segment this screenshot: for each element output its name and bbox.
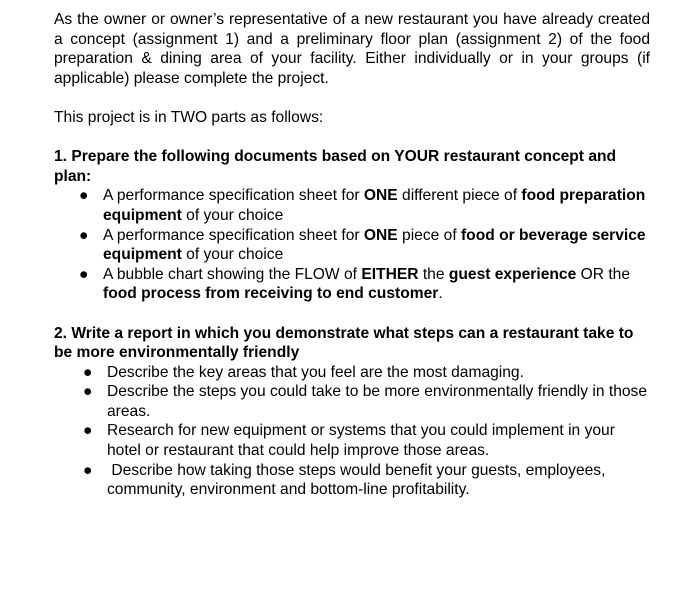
item-text: the [418, 265, 449, 283]
part1-list [54, 186, 650, 304]
bullet-icon: ● [83, 422, 93, 440]
item-text: Describe the steps you could take to be more environmentally friendly in those areas. [107, 383, 648, 420]
list-item [54, 186, 650, 225]
list-item [54, 382, 650, 421]
bullet-icon: ● [79, 226, 89, 244]
bullet-icon: ● [83, 461, 93, 479]
list-item [54, 363, 650, 383]
item-text: Describe the key areas that you feel are the most damaging. [107, 363, 524, 381]
item-text: of your choice [181, 246, 284, 264]
bullet-icon: ● [83, 383, 93, 401]
list-item [54, 265, 650, 304]
item-text: A performance specification sheet for [103, 187, 364, 205]
list-item [54, 421, 650, 460]
spacer [54, 88, 650, 108]
part2-heading: 2. Write a report in which you demonstrate what steps can a restaurant take to be more environmentally friendly [54, 324, 634, 362]
bullet-icon: ● [79, 265, 89, 283]
item-emphasis: EITHER [361, 265, 419, 283]
item-emphasis: food or beverage service equipment [103, 226, 646, 264]
item-text: of your choice [181, 206, 284, 224]
spacer [54, 128, 650, 148]
item-text: Describe how taking those steps would benefit your guests, employees, community, environment and bottom-line profitability. [107, 461, 610, 499]
part1-heading: 1. Prepare the following documents based on YOUR restaurant concept and plan: [54, 148, 617, 185]
item-emphasis: guest experience [448, 265, 577, 283]
spacer [54, 304, 650, 324]
item-emphasis: food process from receiving to end customer [103, 285, 439, 303]
parts-intro: This project is in TWO parts as follows: [54, 108, 324, 126]
bullet-icon: ● [79, 187, 89, 205]
list-item [54, 226, 650, 265]
part2-list [54, 363, 650, 500]
item-emphasis: food preparation equipment [103, 187, 646, 224]
document-page [54, 10, 650, 500]
item-text: different piece of [397, 187, 522, 205]
item-text: piece of [397, 226, 461, 244]
item-emphasis: ONE [363, 187, 398, 205]
item-text: Research for new equipment or systems that you could implement in your hotel or restaurant that could help improve those areas. [107, 422, 615, 460]
item-text: . [438, 285, 443, 303]
intro-paragraph: As the owner or owner’s representative of a new restaurant you have already created a concept (assignment 1) and a preliminary floor plan (assignment 2) of the food preparation & dining area of your facility. Either individually or in your groups (if applicable) please complete the project. [54, 11, 650, 87]
item-text: OR the [576, 265, 630, 283]
item-emphasis: ONE [363, 226, 398, 244]
item-text: A bubble chart showing the FLOW of [103, 265, 362, 283]
item-text: A performance specification sheet for [103, 226, 364, 244]
list-item [54, 461, 650, 500]
bullet-icon: ● [83, 363, 93, 381]
